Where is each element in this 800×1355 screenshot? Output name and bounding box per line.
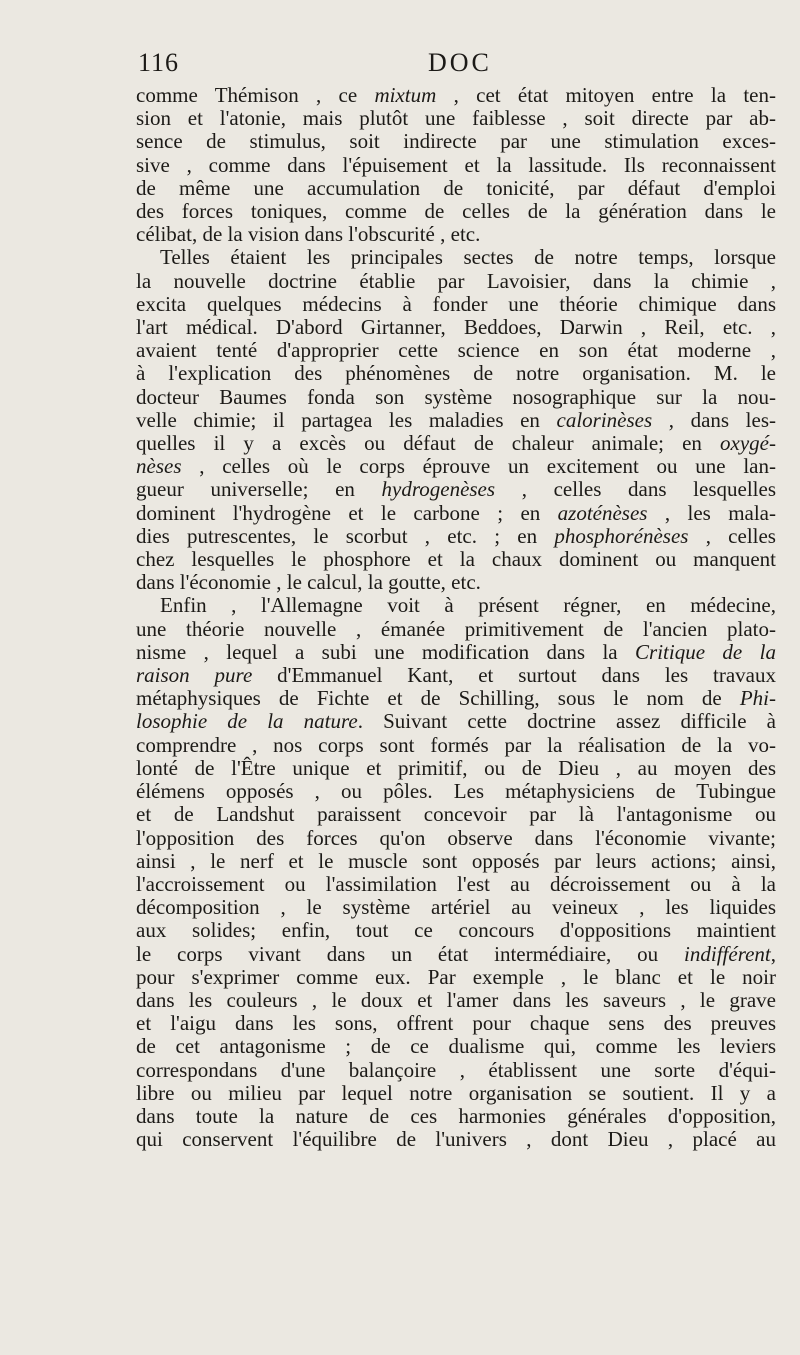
- italic-term: mixtum: [374, 83, 437, 107]
- italic-term: nèses: [136, 454, 182, 479]
- text-run: sion et l'atonie, mais plutôt une faiblesse , soit directe par ab-: [136, 106, 776, 131]
- text-line: [136, 1105, 776, 1128]
- text-run: Enfin , l'Allemagne voit à présent régner, en médecine,: [160, 593, 776, 618]
- text-line: [136, 594, 776, 617]
- text-line: [136, 687, 776, 710]
- text-line: [136, 664, 776, 687]
- text-line: [136, 850, 776, 873]
- text-line: [136, 200, 776, 223]
- text-run: excita quelques médecins à fonder une théorie chimique dans: [136, 291, 776, 316]
- text-line: [136, 896, 776, 919]
- text-line: [136, 455, 776, 478]
- text-run: chez lesquelles le phosphore et la chaux dominent ou manquent: [136, 547, 776, 572]
- text-run: velle chimie; il partagea les maladies en: [136, 407, 557, 432]
- text-run: de même une accumulation de tonicité, par défaut d'emploi: [136, 175, 776, 200]
- running-title: DOC: [428, 48, 492, 77]
- page-header: [138, 48, 776, 82]
- text-line: [136, 571, 776, 594]
- text-line: [136, 1035, 776, 1058]
- text-run: décomposition , le système artériel au veineux , les liquides: [136, 895, 776, 920]
- text-run: , celles dans lesquelles: [495, 477, 776, 502]
- text-line: [136, 1082, 776, 1105]
- text-line: [136, 432, 776, 455]
- text-run: d'Emmanuel Kant, et surtout dans les travaux: [252, 663, 776, 688]
- italic-term: azoténèses: [557, 500, 648, 525]
- text-run: pour s'exprimer comme eux. Par exemple , le blanc et le noir: [136, 964, 776, 989]
- text-run: , dans les-: [652, 407, 776, 432]
- body-text: [136, 84, 776, 1151]
- text-run: dans l'économie , le calcul, la goutte, etc.: [136, 570, 481, 595]
- text-line: [136, 943, 776, 966]
- text-run: ,: [770, 941, 776, 966]
- text-run: comprendre , nos corps sont formés par la réalisation de la vo-: [136, 732, 776, 757]
- text-line: [136, 548, 776, 571]
- text-run: , celles: [688, 523, 776, 548]
- text-line: [136, 502, 776, 525]
- text-line: [136, 919, 776, 942]
- text-run: libre ou milieu par lequel notre organisation se soutient. Il y a: [136, 1080, 776, 1105]
- text-line: [136, 316, 776, 339]
- text-run: et l'aigu dans les sons, offrent pour chaque sens des preuves: [136, 1011, 776, 1036]
- text-run: . Suivant cette doctrine assez difficile à: [357, 709, 776, 734]
- text-line: [136, 1059, 776, 1082]
- text-run: , celles où le corps éprouve un excitement ou une lan-: [181, 454, 776, 479]
- text-run: dies putrescentes, le scorbut , etc. ; en: [136, 523, 555, 548]
- text-run: métaphysiques de Fichte et de Schilling, sous le nom de: [136, 686, 740, 711]
- text-line: [136, 107, 776, 130]
- text-line: [136, 223, 776, 246]
- text-line: [136, 177, 776, 200]
- text-line: [136, 827, 776, 850]
- text-line: [136, 1128, 776, 1151]
- text-line: [136, 757, 776, 780]
- text-run: élémens opposés , ou pôles. Les métaphysiciens de Tubingue: [136, 779, 776, 804]
- text-run: l'art médical. D'abord Girtanner, Beddoes, Darwin , Reil, etc. ,: [136, 315, 776, 340]
- text-run: l'accroissement ou l'assimilation l'est au décroissement ou à la: [136, 871, 776, 896]
- text-run: nisme , lequel a subi une modification dans la: [136, 639, 636, 664]
- italic-term: Phi-: [739, 686, 776, 711]
- text-line: [136, 339, 776, 362]
- text-line: [136, 409, 776, 432]
- italic-term: raison pure: [136, 663, 253, 688]
- text-run: l'opposition des forces qu'on observe dans l'économie vivante;: [136, 825, 776, 850]
- text-line: [136, 734, 776, 757]
- text-run: , les mala-: [647, 500, 777, 525]
- italic-term: phosphorénèses: [554, 523, 689, 548]
- text-line: [136, 641, 776, 664]
- text-line: [136, 270, 776, 293]
- text-run: la nouvelle doctrine établie par Lavoisier, dans la chimie ,: [136, 268, 776, 293]
- text-line: [136, 966, 776, 989]
- text-line: [136, 154, 776, 177]
- text-line: [136, 84, 776, 107]
- text-run: Telles étaient les principales sectes de notre temps, lorsque: [160, 245, 776, 270]
- text-run: correspondans d'une balançoire , établissent une sorte d'équi-: [136, 1057, 776, 1082]
- text-line: [136, 618, 776, 641]
- text-run: docteur Baumes fonda son système nosographique sur la nou-: [136, 384, 776, 409]
- text-run: et de Landshut paraissent concevoir par là l'antagonisme ou: [136, 802, 776, 827]
- text-line: [136, 386, 776, 409]
- text-line: [136, 525, 776, 548]
- text-line: [136, 246, 776, 269]
- text-run: le corps vivant dans un état intermédiaire, ou: [136, 941, 685, 966]
- text-run: ainsi , le nerf et le muscle sont opposés par leurs actions; ainsi,: [136, 848, 776, 873]
- italic-term: calorinèses: [556, 407, 653, 432]
- text-run: comme Thémison , ce: [136, 83, 375, 107]
- text-run: de cet antagonisme ; de ce dualisme qui, comme les leviers: [136, 1034, 776, 1059]
- text-run: aux solides; enfin, tout ce concours d'oppositions maintient: [136, 918, 776, 943]
- text-run: dans les couleurs , le doux et l'amer dans les saveurs , le grave: [136, 987, 776, 1012]
- italic-term: indifférent: [684, 941, 771, 966]
- text-run: des forces toniques, comme de celles de la génération dans le: [136, 199, 776, 224]
- text-line: [136, 873, 776, 896]
- italic-term: Critique de la: [635, 639, 776, 664]
- italic-term: losophie de la nature: [136, 709, 358, 734]
- text-run: célibat, de la vision dans l'obscurité , etc.: [136, 222, 481, 247]
- text-line: [136, 780, 776, 803]
- text-run: lonté de l'Être unique et primitif, ou de Dieu , au moyen des: [136, 755, 776, 780]
- text-run: avaient tenté d'approprier cette science en son état moderne ,: [136, 338, 776, 363]
- italic-term: oxygé-: [720, 431, 776, 456]
- text-run: qui conservent l'équilibre de l'univers , dont Dieu , placé au: [136, 1127, 776, 1152]
- text-line: [136, 478, 776, 501]
- text-line: [136, 710, 776, 733]
- text-line: [136, 293, 776, 316]
- text-run: gueur universelle; en: [136, 477, 382, 502]
- text-line: [136, 362, 776, 385]
- text-run: dominent l'hydrogène et le carbone ; en: [136, 500, 558, 525]
- italic-term: hydrogenèses: [381, 477, 496, 502]
- text-line: [136, 130, 776, 153]
- page-number: 116: [138, 48, 180, 77]
- text-run: , cet état mitoyen entre la ten-: [436, 83, 776, 107]
- text-run: sive , comme dans l'épuisement et la lassitude. Ils reconnaissent: [136, 152, 776, 177]
- text-line: [136, 989, 776, 1012]
- text-run: quelles il y a excès ou défaut de chaleur animale; en: [136, 431, 721, 456]
- text-run: dans toute la nature de ces harmonies générales d'opposition,: [136, 1103, 776, 1128]
- text-line: [136, 1012, 776, 1035]
- text-run: une théorie nouvelle , émanée primitivement de l'ancien plato-: [136, 616, 776, 641]
- text-line: [136, 803, 776, 826]
- text-run: à l'explication des phénomènes de notre organisation. M. le: [136, 361, 776, 386]
- text-run: sence de stimulus, soit indirecte par une stimulation exces-: [136, 129, 776, 154]
